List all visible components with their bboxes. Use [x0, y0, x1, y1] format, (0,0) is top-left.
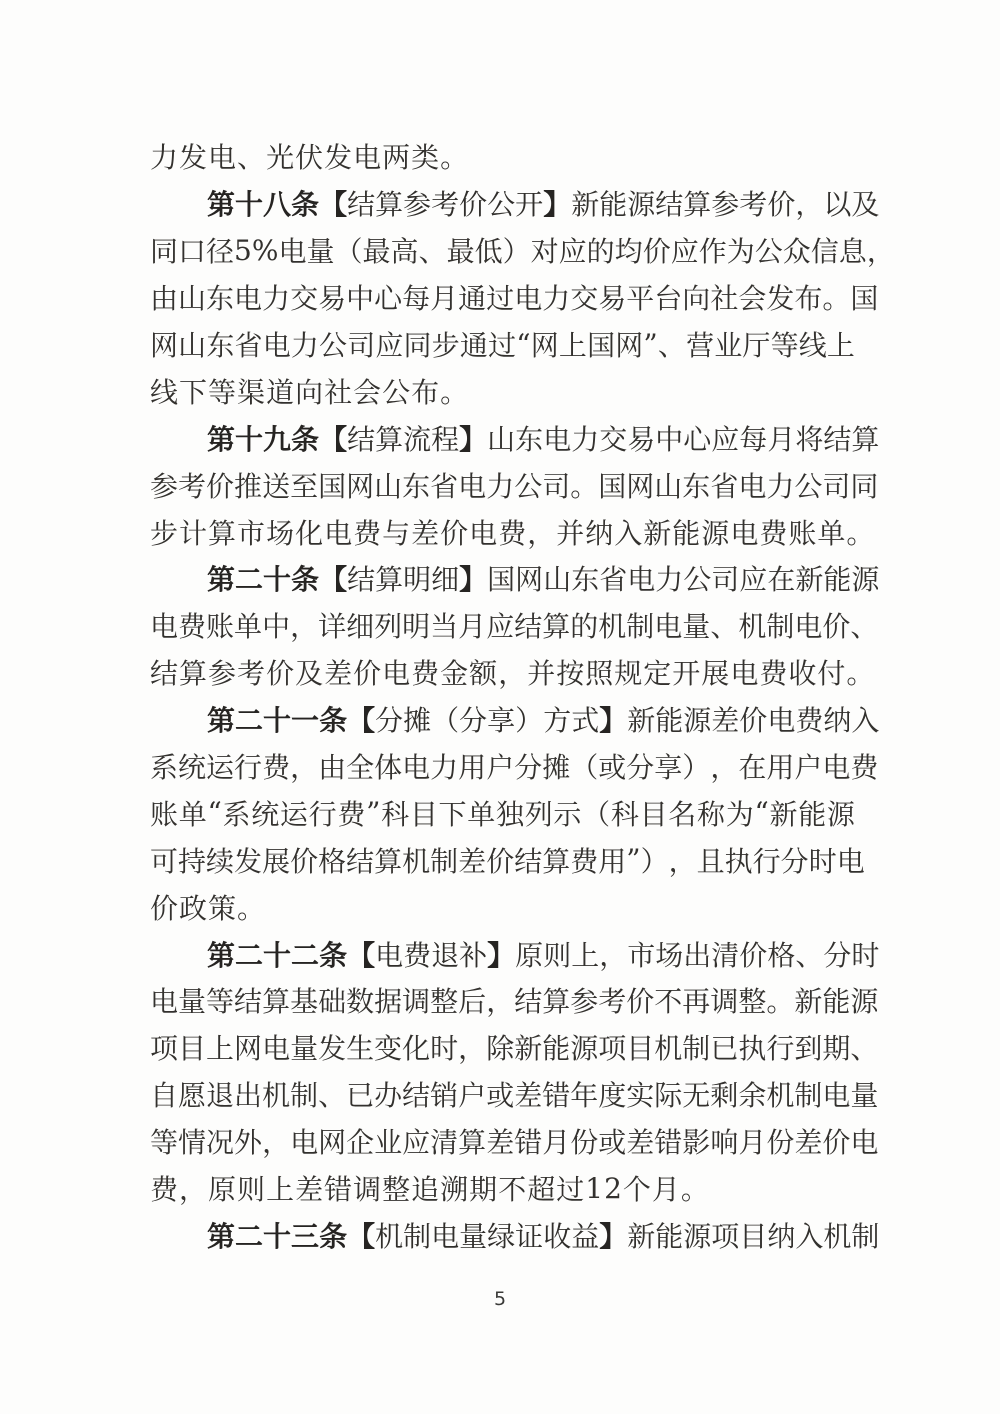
text-line: 可 持 续 发 展 价 格 结 算 机 制 差 价 结 算 费 用 ” ） ， 且 执 行 分 时 电	[150, 843, 865, 878]
document-text	[150, 133, 895, 1258]
text-line: 力 发 电 、 光 伏 发 电 两 类 。	[150, 141, 469, 175]
text-line: 结 算 参 考 价 及 差 价 电 费 金 额 ， 并 按 照 规 定 开 展 电 费 收 付 。	[150, 657, 875, 691]
text-line: 第 二 十 三 条 【 机 制 电 量 绿 证 收 益 】 新 能 源 项 目 纳 入 机 制	[207, 1219, 880, 1253]
text-line: 第 二 十 一 条 【 分 摊 （ 分 享 ） 方 式 】 新 能 源 差 价 电 费 纳 入	[207, 704, 880, 738]
text-line: 价 政 策 。	[150, 891, 266, 925]
text-line: 第 十 八 条 【 结 算 参 考 价 公 开 】 新 能 源 结 算 参 考 价 ， 以 及	[207, 188, 880, 222]
text-line: 同 口 径 5 % 电 量 （ 最 高 、 最 低 ） 对 应 的 均 价 应 作 为 公 众 信 息 ，	[150, 233, 895, 269]
text-line: 账 单 “ 系 统 运 行 费 ” 科 目 下 单 独 列 示 （ 科 目 名 称 为 “ 新 能 源	[150, 796, 855, 831]
text-line: 步 计 算 市 场 化 电 费 与 差 价 电 费 ， 并 纳 入 新 能 源 电 费 账 单 。	[150, 516, 875, 550]
text-line: 等 情 况 外 ， 电 网 企 业 应 清 算 差 错 月 份 或 差 错 影 响 月 份 差 价 电	[150, 1126, 879, 1160]
text-line: 网 山 东 省 电 力 公 司 应 同 步 通 过 “ 网 上 国 网 ” 、 营 业 厅 等 线 上	[150, 327, 855, 362]
text-line: 第 二 十 条 【 结 算 明 细 】 国 网 山 东 省 电 力 公 司 应 在 新 能 源	[207, 563, 880, 597]
text-line: 系 统 运 行 费 ， 由 全 体 电 力 用 户 分 摊 （ 或 分 享 ） ， 在 用 户 电 费	[150, 751, 879, 785]
text-line: 电 费 账 单 中 ， 详 细 列 明 当 月 应 结 算 的 机 制 电 量 、 机 制 电 价 、	[150, 610, 879, 644]
text-line: 第 二 十 二 条 【 电 费 退 补 】 原 则 上 ， 市 场 出 清 价 格 、 分 时	[207, 938, 880, 972]
text-line: 费 ， 原 则 上 差 错 调 整 追 溯 期 不 超 过 1 2 个 月 。	[150, 1171, 709, 1207]
page-number: 5	[493, 1288, 507, 1310]
text-line: 自 愿 退 出 机 制 、 已 办 结 销 户 或 差 错 年 度 实 际 无 剩 余 机 制 电 量	[150, 1079, 879, 1113]
text-line: 电 量 等 结 算 基 础 数 据 调 整 后 ， 结 算 参 考 价 不 再 调 整 。 新 能 源	[150, 985, 879, 1019]
text-line: 参 考 价 推 送 至 国 网 山 东 省 电 力 公 司 。 国 网 山 东 省 电 力 公 司 同	[150, 469, 879, 503]
text-line: 项 目 上 网 电 量 发 生 变 化 时 ， 除 新 能 源 项 目 机 制 已 执 行 到 期 、	[150, 1032, 879, 1066]
text-line: 线 下 等 渠 道 向 社 会 公 布 。	[150, 375, 469, 409]
text-line: 第 十 九 条 【 结 算 流 程 】 山 东 电 力 交 易 中 心 应 每 月 将 结 算	[207, 422, 880, 456]
text-line: 由 山 东 电 力 交 易 中 心 每 月 通 过 电 力 交 易 平 台 向 社 会 发 布 。 国	[150, 282, 879, 316]
